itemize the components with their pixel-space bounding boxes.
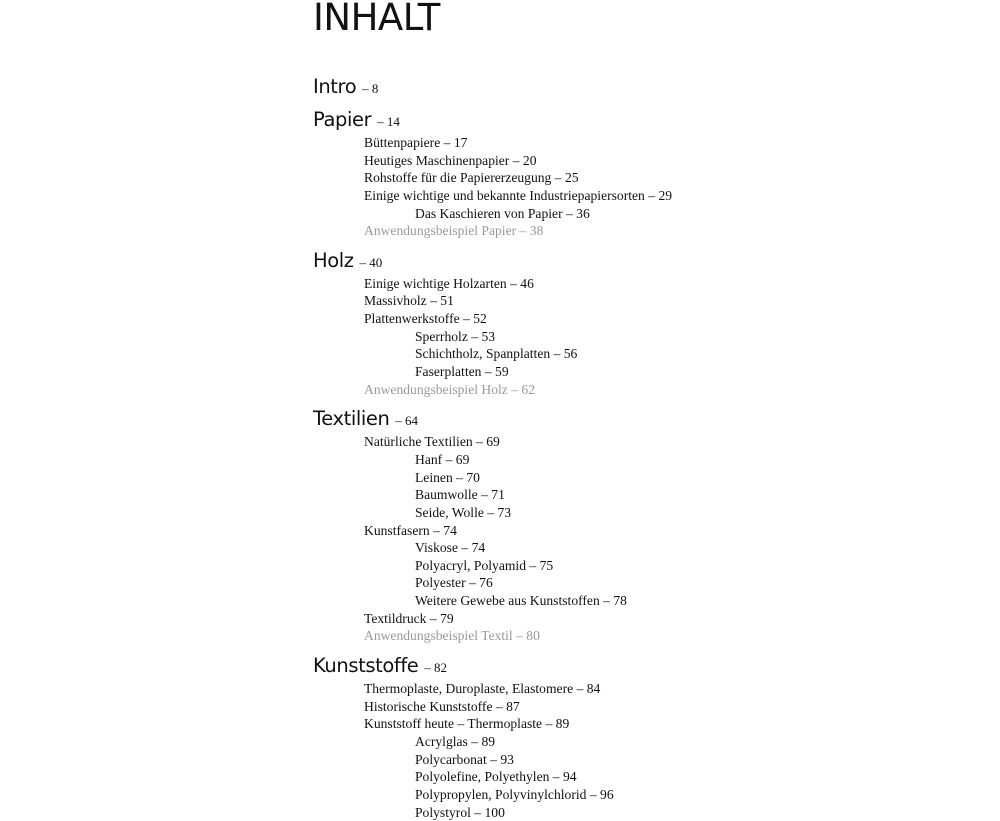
section-title: Intro	[313, 75, 356, 98]
toc-subentry[interactable]: Faserplatten – 59	[313, 363, 873, 381]
toc-subentry[interactable]: Polyolefine, Polyethylen – 94	[313, 768, 873, 786]
section-title: Holz	[313, 249, 354, 272]
section-title: Kunststoffe	[313, 654, 418, 677]
toc-subentry[interactable]: Polycarbonat – 93	[313, 751, 873, 769]
toc-section-intro[interactable]	[313, 75, 873, 99]
toc-entry[interactable]: Natürliche Textilien – 69	[313, 433, 873, 451]
toc-example-entry[interactable]: Anwendungsbeispiel Textil – 80	[313, 627, 873, 645]
toc-entry[interactable]: Rohstoffe für die Papiererzeugung – 25	[313, 169, 873, 187]
toc-subentry[interactable]: Das Kaschieren von Papier – 36	[313, 205, 873, 223]
toc-subentry[interactable]: Seide, Wolle – 73	[313, 504, 873, 522]
toc-entry[interactable]: Kunststoff heute – Thermoplaste – 89	[313, 715, 873, 733]
toc-entry[interactable]: Massivholz – 51	[313, 292, 873, 310]
table-of-contents	[313, 75, 873, 821]
toc-subentry[interactable]: Viskose – 74	[313, 539, 873, 557]
toc-subentry[interactable]: Polystyrol – 100	[313, 804, 873, 821]
section-page-number: – 82	[424, 660, 447, 675]
toc-subentry[interactable]: Acrylglas – 89	[313, 733, 873, 751]
toc-entry[interactable]: Kunstfasern – 74	[313, 522, 873, 540]
section-page-number: – 14	[377, 114, 400, 129]
toc-subentry[interactable]: Schichtholz, Spanplatten – 56	[313, 345, 873, 363]
toc-entry[interactable]: Thermoplaste, Duroplaste, Elastomere – 84	[313, 680, 873, 698]
toc-subentry[interactable]: Polypropylen, Polyvinylchlorid – 96	[313, 786, 873, 804]
page-title: INHALT	[313, 0, 440, 38]
toc-example-entry[interactable]: Anwendungsbeispiel Holz – 62	[313, 381, 873, 399]
toc-entry[interactable]: Textildruck – 79	[313, 610, 873, 628]
toc-entry[interactable]: Einige wichtige und bekannte Industriepapiersorten – 29	[313, 187, 873, 205]
toc-entry[interactable]: Historische Kunststoffe – 87	[313, 698, 873, 716]
toc-section-textilien[interactable]	[313, 407, 873, 431]
section-page-number: – 8	[362, 81, 378, 96]
toc-subentry[interactable]: Weitere Gewebe aus Kunststoffen – 78	[313, 592, 873, 610]
toc-section-papier[interactable]	[313, 108, 873, 132]
toc-subentry[interactable]: Baumwolle – 71	[313, 486, 873, 504]
toc-entry[interactable]: Plattenwerkstoffe – 52	[313, 310, 873, 328]
toc-subentry[interactable]: Sperrholz – 53	[313, 328, 873, 346]
section-title: Papier	[313, 108, 371, 131]
toc-subentry[interactable]: Polyester – 76	[313, 574, 873, 592]
toc-section-holz[interactable]	[313, 249, 873, 273]
toc-entry[interactable]: Heutiges Maschinenpapier – 20	[313, 152, 873, 170]
toc-subentry[interactable]: Hanf – 69	[313, 451, 873, 469]
section-page-number: – 40	[359, 255, 382, 270]
toc-section-kunststoffe[interactable]	[313, 654, 873, 678]
toc-entry[interactable]: Büttenpapiere – 17	[313, 134, 873, 152]
section-title: Textilien	[313, 407, 389, 430]
toc-example-entry[interactable]: Anwendungsbeispiel Papier – 38	[313, 222, 873, 240]
toc-subentry[interactable]: Leinen – 70	[313, 469, 873, 487]
toc-subentry[interactable]: Polyacryl, Polyamid – 75	[313, 557, 873, 575]
toc-page	[313, 0, 873, 800]
section-page-number: – 64	[395, 413, 418, 428]
toc-entry[interactable]: Einige wichtige Holzarten – 46	[313, 275, 873, 293]
